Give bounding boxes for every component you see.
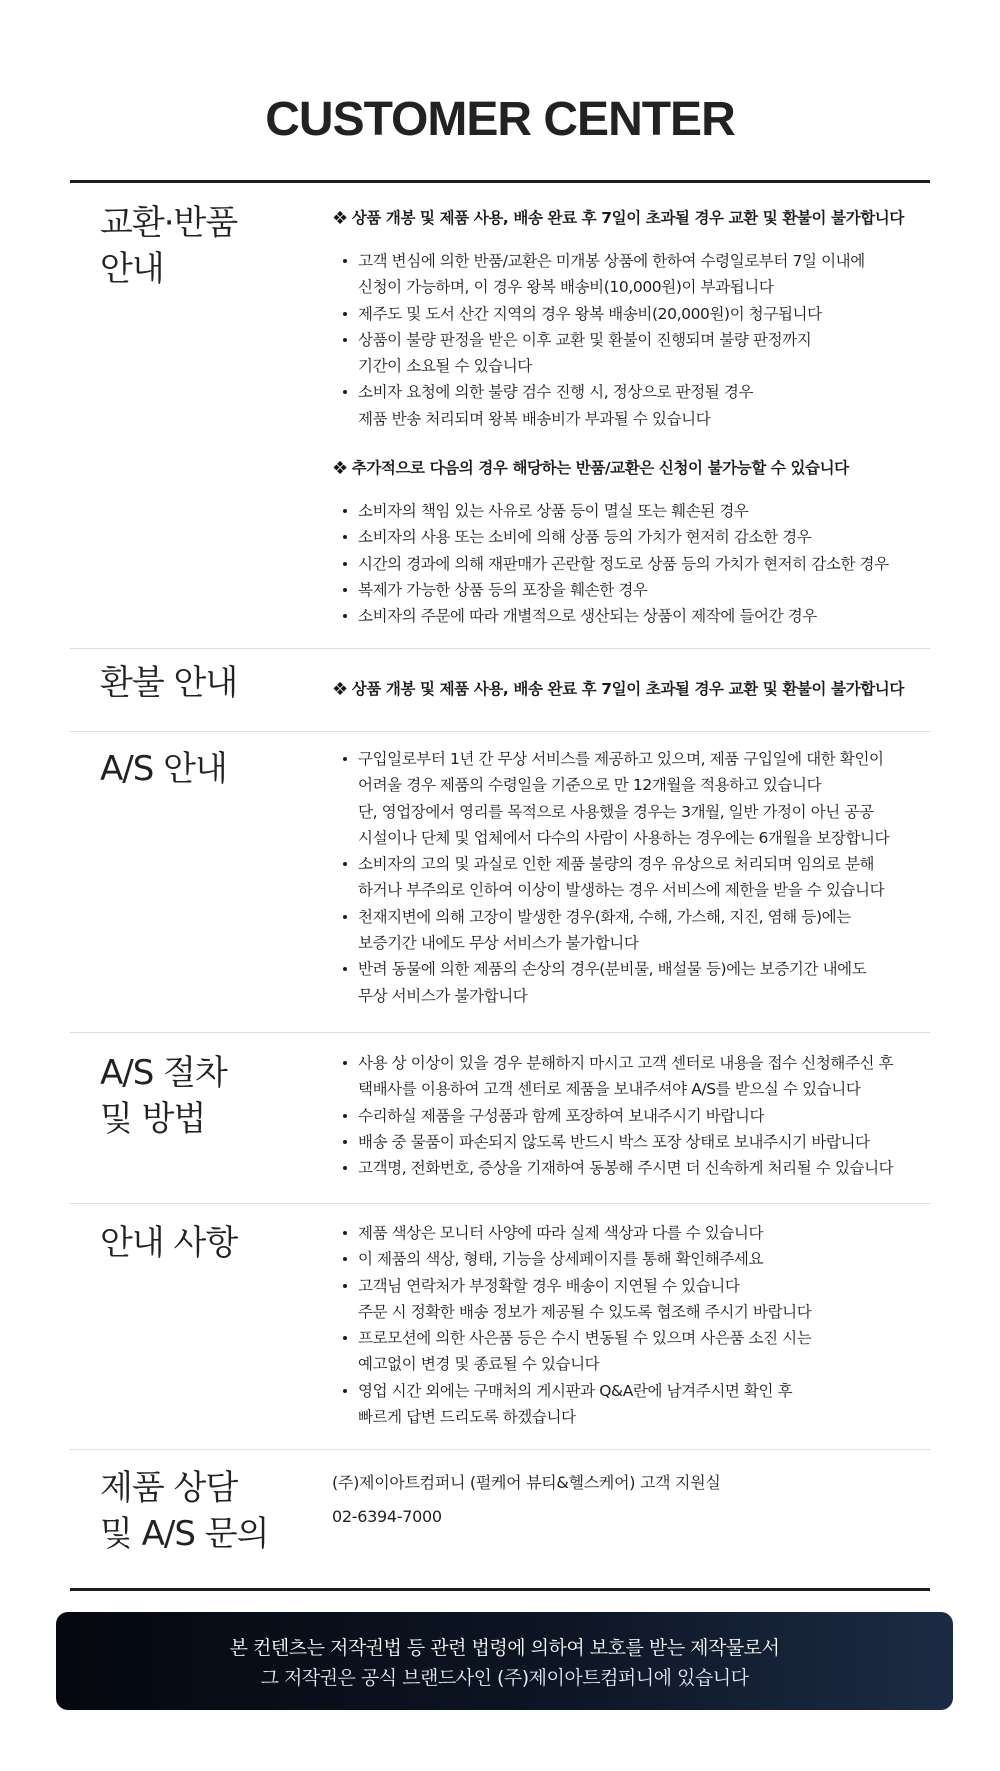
support-phone-number: 02-6394-7000 — [332, 1507, 442, 1526]
exchange-restrictions-list — [332, 498, 889, 629]
list-item: 고객명, 전화번호, 증상을 기재하여 동봉해 주시면 더 신속하게 처리될 수 있습니다 — [332, 1155, 893, 1181]
list-item: 이 제품의 색상, 형태, 기능을 상세페이지를 통해 확인해주세요 — [332, 1246, 811, 1272]
list-item: 영업 시간 외에는 구매처의 게시판과 Q&A란에 남겨주시면 확인 후 빠르게 답변 드리도록 하겠습니다 — [332, 1378, 811, 1431]
as-info-section — [70, 746, 930, 1026]
list-item: 고객 변심에 의한 반품/교환은 미개봉 상품에 한하여 수령일로부터 7일 이내에 신청이 가능하며, 이 경우 왕복 배송비(10,000원)이 부과됩니다 — [332, 248, 865, 301]
copyright-line-2: 그 저작권은 공식 브랜드사인 (주)제이아트컴퍼니에 있습니다 — [260, 1667, 749, 1689]
list-item: 제주도 및 도서 산간 지역의 경우 왕복 배송비(20,000원)이 청구됩니다 — [332, 301, 865, 327]
list-item: 상품이 불량 판정을 받은 이후 교환 및 환불이 진행되며 불량 판정까지 기간이 소요될 수 있습니다 — [332, 327, 865, 380]
exchange-return-section — [70, 200, 930, 630]
list-item: 구입일로부터 1년 간 무상 서비스를 제공하고 있으며, 제품 구입일에 대한 확인이 어려울 경우 제품의 수령일을 기준으로 만 12개월을 적용하고 있습니다 단, 영업장에서 영리를 목적으로 사용했을 경우는 3개월, 일반 가정이 아닌 공공 시설이나 단체 및 업체에서 다수의 사람이 사용하는 경우에는 6개월을 보장합니다 — [332, 746, 889, 851]
refund-section — [70, 660, 930, 730]
section-divider — [70, 648, 930, 649]
as-procedure-list — [332, 1050, 893, 1181]
copyright-line-1: 본 컨텐츠는 저작권법 등 관련 법령에 의하여 보호를 받는 제작물로서 — [229, 1637, 780, 1659]
list-item: 소비자 요청에 의한 불량 검수 진행 시, 정상으로 판정될 경우 제품 반송 처리되며 왕복 배송비가 부과될 수 있습니다 — [332, 379, 865, 432]
list-item: 사용 상 이상이 있을 경우 분해하지 마시고 고객 센터로 내용을 접수 신청해주신 후 택배사를 이용하여 고객 센터로 제품을 보내주셔야 A/S를 받으실 수 있습니다 — [332, 1050, 893, 1103]
top-rule — [70, 180, 930, 183]
list-item: 제품 색상은 모니터 사양에 따라 실제 색상과 다를 수 있습니다 — [332, 1220, 811, 1246]
notice-list — [332, 1220, 811, 1430]
exchange-restriction-heading: ❖ 추가적으로 다음의 경우 해당하는 반품/교환은 신청이 불가능할 수 있습니다 — [332, 458, 849, 479]
notice-section-title: 안내 사항 — [100, 1223, 238, 1263]
as-procedure-section-title: A/S 절차 및 방법 — [100, 1053, 227, 1139]
section-divider — [70, 1449, 930, 1450]
list-item: 소비자의 고의 및 과실로 인한 제품 불량의 경우 유상으로 처리되며 임의로 분해 하거나 부주의로 인하여 이상이 발생하는 경우 서비스에 제한을 받을 수 있습니다 — [332, 851, 889, 904]
support-company-name: (주)제이아트컴퍼니 (펄케어 뷰티&헬스케어) 고객 지원실 — [332, 1473, 721, 1492]
refund-section-title: 환불 안내 — [100, 663, 238, 703]
as-info-list — [332, 746, 889, 1009]
copyright-banner — [56, 1612, 953, 1710]
as-procedure-section — [70, 1050, 930, 1200]
bottom-rule — [70, 1588, 930, 1591]
diamond-icon: ❖ — [332, 208, 348, 229]
list-item: 복제가 가능한 상품 등의 포장을 훼손한 경우 — [332, 577, 889, 603]
refund-notice-heading: ❖ 상품 개봉 및 제품 사용, 배송 완료 후 7일이 초과될 경우 교환 및 환불이 불가합니다 — [332, 679, 904, 700]
section-divider — [70, 1203, 930, 1204]
diamond-icon: ❖ — [332, 458, 348, 479]
diamond-icon: ❖ — [332, 679, 348, 700]
contact-section — [70, 1465, 930, 1575]
list-item: 시간의 경과에 의해 재판매가 곤란할 정도로 상품 등의 가치가 현저히 감소한 경우 — [332, 551, 889, 577]
list-item: 소비자의 사용 또는 소비에 의해 상품 등의 가치가 현저히 감소한 경우 — [332, 524, 889, 550]
section-divider — [70, 731, 930, 732]
exchange-section-title: 교환·반품 안내 — [100, 203, 238, 289]
section-divider — [70, 1032, 930, 1033]
list-item: 수리하실 제품을 구성품과 함께 포장하여 보내주시기 바랍니다 — [332, 1103, 893, 1129]
page-title: CUSTOMER CENTER — [265, 93, 735, 146]
list-item: 배송 중 물품이 파손되지 않도록 반드시 박스 포장 상태로 보내주시기 바랍니다 — [332, 1129, 893, 1155]
exchange-notice-heading: ❖ 상품 개봉 및 제품 사용, 배송 완료 후 7일이 초과될 경우 교환 및 환불이 불가합니다 — [332, 208, 904, 229]
list-item: 소비자의 책임 있는 사유로 상품 등이 멸실 또는 훼손된 경우 — [332, 498, 889, 524]
list-item: 고객님 연락처가 부정확할 경우 배송이 지연될 수 있습니다 주문 시 정확한 배송 정보가 제공될 수 있도록 협조해 주시기 바랍니다 — [332, 1273, 811, 1326]
list-item: 반려 동물에 의한 제품의 손상의 경우(분비물, 배설물 등)에는 보증기간 내에도 무상 서비스가 불가합니다 — [332, 956, 889, 1009]
notice-section — [70, 1220, 930, 1440]
as-info-section-title: A/S 안내 — [100, 749, 227, 789]
list-item: 천재지변에 의해 고장이 발생한 경우(화재, 수해, 가스해, 지진, 염해 등)에는 보증기간 내에도 무상 서비스가 불가합니다 — [332, 904, 889, 957]
list-item: 소비자의 주문에 따라 개별적으로 생산되는 상품이 제작에 들어간 경우 — [332, 603, 889, 629]
list-item: 프로모션에 의한 사은품 등은 수시 변동될 수 있으며 사은품 소진 시는 예고없이 변경 및 종료될 수 있습니다 — [332, 1325, 811, 1378]
contact-section-title: 제품 상담 및 A/S 문의 — [100, 1468, 269, 1554]
exchange-conditions-list — [332, 248, 865, 432]
